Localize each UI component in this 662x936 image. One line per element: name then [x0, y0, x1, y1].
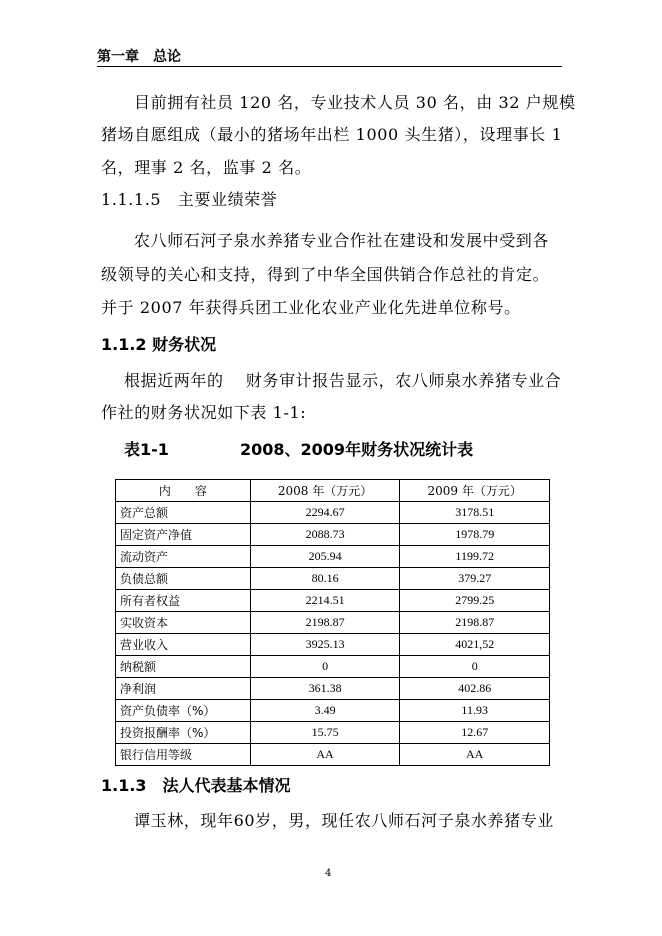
table-row — [116, 722, 550, 744]
value-2009: 1978.79 — [400, 524, 550, 546]
table-row — [116, 700, 550, 722]
value-2009: 379.27 — [400, 568, 550, 590]
paragraph-line: 级领导的关心和支持，得到了中华全国供销合作总社的肯定。 — [101, 265, 550, 284]
row-label: 净利润 — [116, 678, 251, 700]
value-2009: 3178.51 — [400, 502, 550, 524]
section-heading-1-1-1-5: 1.1.1.5 主要业绩荣誉 — [101, 190, 278, 209]
section-heading-1-1-3: 1.1.3 法人代表基本情况 — [101, 776, 291, 795]
row-label: 纳税额 — [116, 656, 251, 678]
value-2008: 80.16 — [250, 568, 400, 590]
row-label: 实收资本 — [116, 612, 251, 634]
header-divider — [97, 66, 562, 67]
page-number: 4 — [325, 868, 332, 879]
value-2009: 1199.72 — [400, 546, 550, 568]
value-2008: 2088.73 — [250, 524, 400, 546]
row-label: 流动资产 — [116, 546, 251, 568]
value-2008: 15.75 — [250, 722, 400, 744]
paragraph-line: 作社的财务状况如下表 1-1: — [101, 403, 307, 422]
table-row — [116, 656, 550, 678]
paragraph-line: 目前拥有社员 120 名，专业技术人员 30 名，由 32 户规模 — [134, 93, 576, 112]
table-row — [116, 634, 550, 656]
value-2008: 0 — [250, 656, 400, 678]
row-label: 负债总额 — [116, 568, 251, 590]
paragraph-line: 根据近两年的 财务审计报告显示，农八师泉水养猪专业合 — [124, 371, 562, 390]
section-heading-1-1-2: 1.1.2 财务状况 — [101, 335, 217, 354]
table-row — [116, 678, 550, 700]
table-row — [116, 612, 550, 634]
row-label: 营业收入 — [116, 634, 251, 656]
value-2008: 205.94 — [250, 546, 400, 568]
paragraph-line: 农八师石河子泉水养猪专业合作社在建设和发展中受到各 — [134, 231, 550, 250]
value-2009: 11.93 — [400, 700, 550, 722]
row-label: 投资报酬率（%） — [116, 722, 251, 744]
financial-status-table — [115, 479, 550, 766]
column-header-2009: 2009 年（万元） — [400, 480, 550, 502]
table-row — [116, 524, 550, 546]
value-2009: 12.67 — [400, 722, 550, 744]
table-row — [116, 744, 550, 766]
row-label: 所有者权益 — [116, 590, 251, 612]
paragraph-line: 并于 2007 年获得兵团工业化农业产业化先进单位称号。 — [101, 298, 521, 317]
row-label: 资产负债率（%） — [116, 700, 251, 722]
value-2008: 3925.13 — [250, 634, 400, 656]
paragraph-line: 猪场自愿组成（最小的猪场年出栏 1000 头生猪），设理事长 1 — [101, 125, 563, 144]
value-2008: 2214.51 — [250, 590, 400, 612]
row-label: 银行信用等级 — [116, 744, 251, 766]
paragraph-line: 谭玉林，现年60岁，男，现任农八师石河子泉水养猪专业 — [134, 811, 554, 830]
table-title: 2008、2009年财务状况统计表 — [240, 440, 474, 459]
table-header-row — [116, 480, 550, 502]
value-2009: 2198.87 — [400, 612, 550, 634]
row-label: 资产总额 — [116, 502, 251, 524]
value-2008: AA — [250, 744, 400, 766]
value-2009: 402.86 — [400, 678, 550, 700]
column-header-item: 内 容 — [116, 480, 251, 502]
page-header-title: 第一章 总论 — [97, 49, 181, 65]
table-row — [116, 590, 550, 612]
table-number: 表1-1 — [124, 440, 169, 459]
value-2009: 4021,52 — [400, 634, 550, 656]
table-row — [116, 568, 550, 590]
value-2008: 361.38 — [250, 678, 400, 700]
value-2009: AA — [400, 744, 550, 766]
value-2009: 2799.25 — [400, 590, 550, 612]
table-row — [116, 546, 550, 568]
value-2008: 2198.87 — [250, 612, 400, 634]
table-row — [116, 502, 550, 524]
paragraph-line: 名，理事 2 名，监事 2 名。 — [101, 158, 312, 177]
row-label: 固定资产净值 — [116, 524, 251, 546]
value-2008: 3.49 — [250, 700, 400, 722]
value-2008: 2294.67 — [250, 502, 400, 524]
column-header-2008: 2008 年（万元） — [250, 480, 400, 502]
value-2009: 0 — [400, 656, 550, 678]
